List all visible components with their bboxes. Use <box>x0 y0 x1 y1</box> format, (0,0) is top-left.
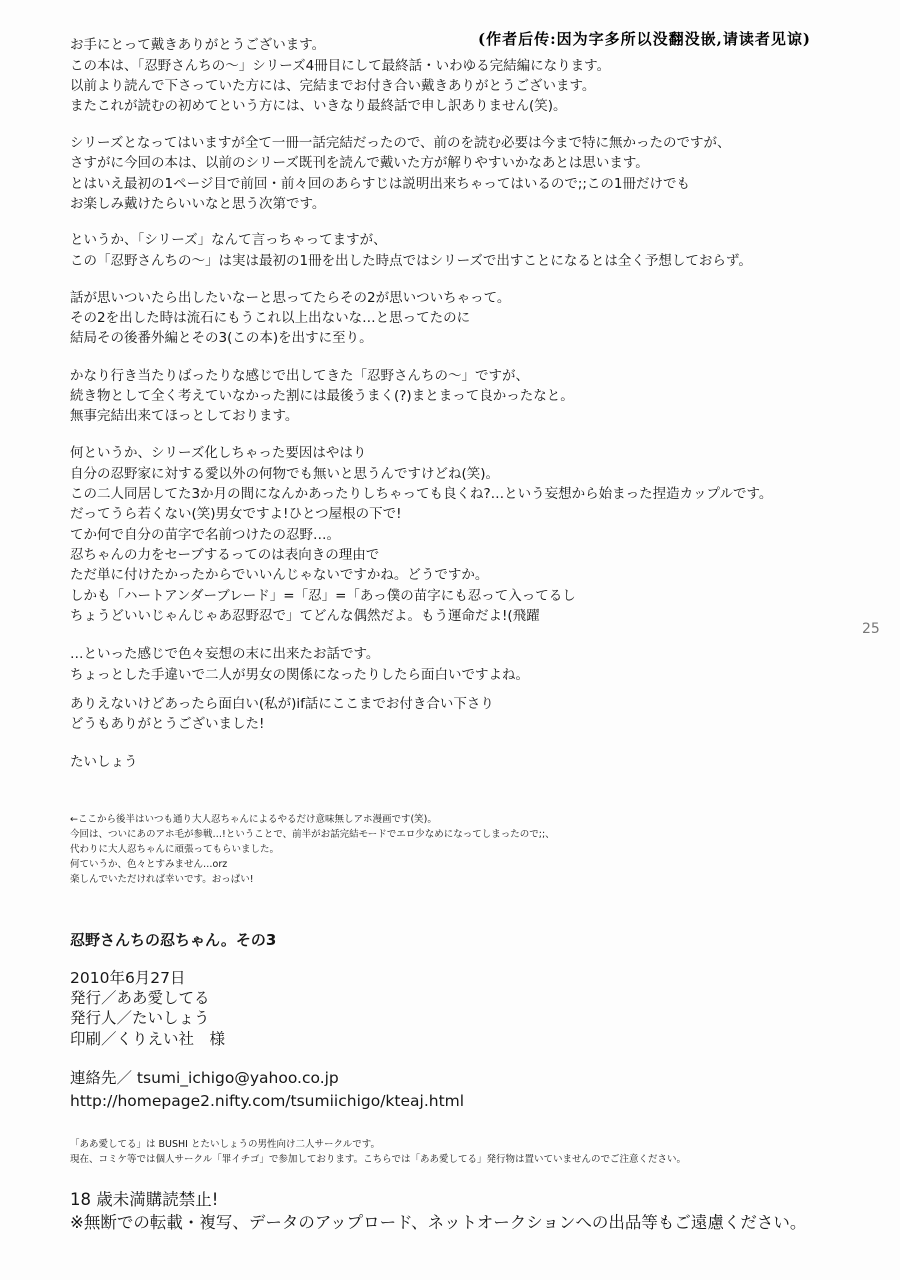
circle-note-line: 「ああ愛してる」は BUSHI とたいしょうの男性向け二人サークルです。 <box>70 1139 380 1150</box>
afterword-line: どうもありがとうございました! <box>70 716 265 732</box>
translator-note: (作者后传:因为字多所以没翻没嵌,请读者见谅) <box>478 30 811 48</box>
age-warning: 18 歳未満購読禁止! <box>70 1190 219 1209</box>
afterword-line: ちょっとした手違いで二人が男女の関係になったりしたら面白いですよね。 <box>70 667 529 683</box>
page-number: 25 <box>862 621 880 637</box>
afterword-line: 何というか、シリーズ化しちゃった要因はやはり <box>70 445 367 461</box>
afterword-line: …といった感じで色々妄想の末に出来たお話です。 <box>70 646 380 662</box>
note-line: 代わりに大人忍ちゃんに頑張ってもらいました。 <box>70 844 280 855</box>
afterword-line: とはいえ最初の1ページ目で前回・前々回のあらすじは説明出来ちゃってはいるので;;この1冊だけでも <box>70 176 691 192</box>
afterword-line: しかも「ハートアンダーブレード」=「忍」=「あっ僕の苗字にも忍って入ってるし <box>70 588 576 604</box>
circle-note-line: 現在、コミケ等では個人サークル「罪イチゴ」で参加しております。こちらでは「ああ愛してる」発行物は置いていませんのでご注意ください。 <box>70 1154 686 1165</box>
publisher: 発行／ああ愛してる <box>70 989 210 1007</box>
afterword-line: さすがに今回の本は、以前のシリーズ既刊を読んで戴いた方が解りやすいかなあとは思います。 <box>70 155 649 171</box>
book-title: 忍野さんちの忍ちゃん。その3 <box>70 931 277 949</box>
afterword-line: ちょうどいいじゃんじゃあ忍野忍で」てどんな偶然だよ。もう運命だよ!(飛躍 <box>70 608 540 624</box>
note-line: 何ていうか、色々とすみません…orz <box>70 859 228 870</box>
afterword-line: かなり行き当たりばったりな感じで出してきた「忍野さんちの～」ですが、 <box>70 368 529 384</box>
afterword-line: 結局その後番外編とその3(この本)を出すに至り。 <box>70 330 373 346</box>
afterword-line: 続き物として全く考えていなかった割には最後うまく(?)まとまって良かったなと。 <box>70 388 574 404</box>
afterword-line: この本は、「忍野さんちの～」シリーズ4冊目にして最終話・いわゆる完結編になります。 <box>70 58 611 74</box>
note-line: ←ここから後半はいつも通り大人忍ちゃんによるやるだけ意味無しアホ漫画です(笑)。 <box>70 814 437 825</box>
copyright-warning: ※無断での転載・複写、データのアップロード、ネットオークションへの出品等もご遠慮ください。 <box>70 1213 807 1232</box>
printer: 印刷／くりえい社 様 <box>70 1030 226 1048</box>
afterword-line: 以前より読んで下さっていた方には、完結までお付き合い戴きありがとうございます。 <box>70 78 596 94</box>
afterword-line: 忍ちゃんの力をセーブするってのは表向きの理由で <box>70 547 380 563</box>
note-line: 今回は、ついにあのアホ毛が参戦…!ということで、前半がお話完結モードでエロ少なめになってしまったので;;、 <box>70 829 555 840</box>
publish-date: 2010年6月27日 <box>70 969 186 987</box>
contact-email: 連絡先／ tsumi_ichigo@yahoo.co.jp <box>70 1069 339 1087</box>
afterword-line: ありえないけどあったら面白い(私が)if話にここまでお付き合い下さり <box>70 696 494 712</box>
afterword-line: 自分の忍野家に対する愛以外の何物でも無いと思うんですけどね(笑)。 <box>70 466 500 482</box>
afterword-line: この「忍野さんちの～」は実は最初の1冊を出した時点ではシリーズで出すことになるとは全く予想しておらず。 <box>70 253 752 269</box>
website-url: http://homepage2.nifty.com/tsumiichigo/kteaj.html <box>70 1092 465 1110</box>
afterword-line: 話が思いついたら出したいなーと思ってたらその2が思いついちゃって。 <box>70 290 511 306</box>
afterword-line: というか、「シリーズ」なんて言っちゃってますが、 <box>70 232 387 248</box>
afterword-line: この二人同居してた3か月の間になんかあったりしちゃっても良くね?…という妄想から始まった捏造カップルです。 <box>70 486 773 502</box>
afterword-line: てか何で自分の苗字で名前つけたの忍野…。 <box>70 527 340 543</box>
afterword-line: 無事完結出来てほっとしております。 <box>70 408 299 424</box>
afterword-line: お楽しみ戴けたらいいなと思う次第です。 <box>70 196 326 212</box>
note-line: 楽しんでいただければ幸いです。おっぱい! <box>70 874 254 885</box>
afterword-line: ただ単に付けたかったからでいいんじゃないですかね。どうですか。 <box>70 567 489 583</box>
afterword-line: だってうら若くない(笑)男女ですよ!ひとつ屋根の下で! <box>70 506 402 522</box>
issuer: 発行人／たいしょう <box>70 1009 210 1027</box>
afterword-line: お手にとって戴きありがとうございます。 <box>70 37 326 53</box>
afterword-line: その2を出した時は流石にもうこれ以上出ないな…と思ってたのに <box>70 310 471 326</box>
author-signature: たいしょう <box>70 754 138 770</box>
afterword-line: またこれが読むの初めてという方には、いきなり最終話で申し訳ありません(笑)。 <box>70 98 567 114</box>
afterword-line: シリーズとなってはいますが全て一冊一話完結だったので、前のを読む必要は今まで特に無かったのですが、 <box>70 135 731 151</box>
